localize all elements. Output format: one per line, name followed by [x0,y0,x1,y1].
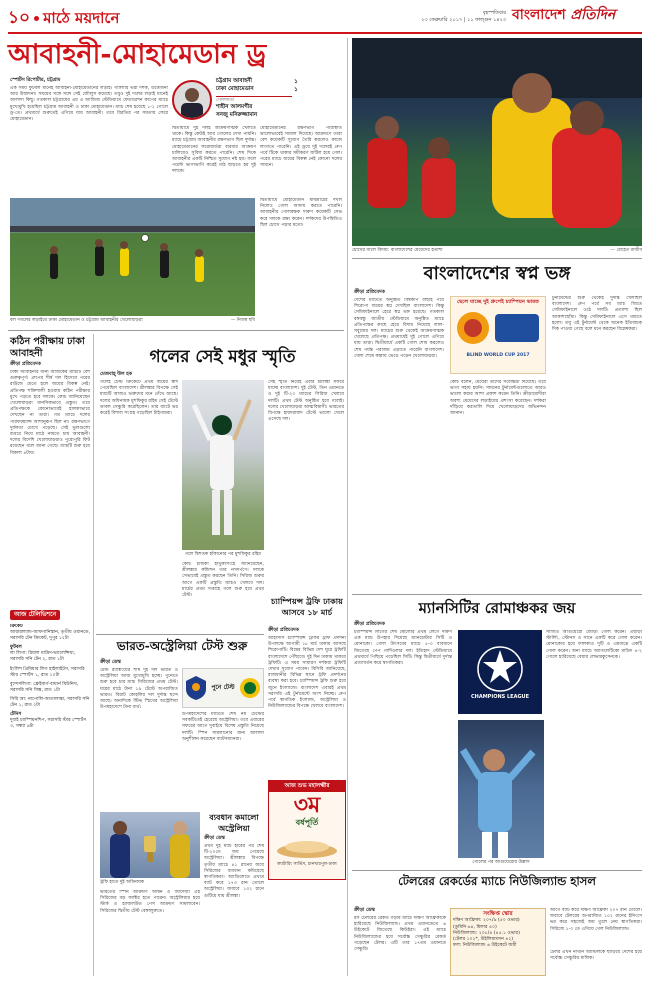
memory-photo [182,380,264,550]
scorer2: সনজু মনিরুজ্জামান [216,111,258,118]
hopes-body-1: দেশের মাটিতে অনুষ্ঠিত বিশ্বকাপ বাছাই পর্বে শিরোপা জয়ের স্বপ্ন দেখছিল বাংলাদেশ। কিন্তু সেমিফাইনালে হেরে স্বপ্ন ভঙ্গ হয়েছে। গতকাল বঙ্গবন্ধু জাতীয় স্টেডিয়ামে অনুষ্ঠিত ম্যাচে প্রতিপক্ষের কাছে হেরে বিদায় নিয়েছে লাল-সবুজের দল। ম্যাচের শুরু থেকেই আক্রমণাত্মক খেলেছে প্রতিপক্ষ। প্রথমার্ধেই দুই গোলে এগিয়ে যায় তারা। দ্বিতীয়ার্ধে একটি গোল শোধ করলেও শেষ পর্যন্ত পরাজয় এড়াতে পারেনি বাংলাদেশ। খেলা শেষে কান্নায় ভেঙে পড়েন খেলোয়াড়রা। [354,298,444,359]
ad-line3: বর্ষপূর্তি [295,818,319,828]
india-photo-caption: ট্রফি হাতে দুই অধিনায়ক [100,880,145,885]
memory-byline: মেজবাহ্ উল হক [100,372,133,377]
champions-league-logo [458,630,542,714]
score-line: নিউজিল্যান্ড: ২০৮/৪ (৪৫.১ ওভার) [453,930,520,936]
schedule-item: বুন্দেসলিগা: ফ্রেইবার্গ-বায়ার্ন মিউনিখ, সরাসরি সনি সিক্স, রাত ১টা [10,681,79,693]
india-divider [96,634,264,635]
score-line: ফল: নিউজিল্যান্ড ৬ উইকেটে জয়ী [453,943,517,949]
india-photo [100,812,200,878]
mancity-photo-caption: গোলের পর আগুয়েরোর উল্লাস [472,860,530,865]
bcci-logo-icon [185,675,207,701]
lead-photo [10,198,255,316]
lead-body-left: এক সময় ফুটবল মানেই আবাহনী-মোহামেডানের লড়াই। গ্যালারি ভরা দর্শক, উত্তেজনা আর উন্মাদনা। সময়ের সঙ্গে সঙ্গে সেই জৌলুস কমেছে। তবুও দুই দলের লড়াই মানেই আলাদা কিছু। গতকাল চট্টগ্রামের এম এ আজিজ স্টেডিয়ামে ফেডারেশন কাপের ম্যাচে মুখোমুখি হয়েছিল চট্টগ্রাম আবাহনী ও ঢাকা মোহামেডান। ম্যাচ শেষ হয়েছে ১-১ গোলে ড্র-তে। প্রথমার্ধে শুরুতেই এগিয়ে যায় আবাহনী। তবে বিরতির পর সমতায় ফেরে মোহামেডান। [10,86,168,123]
lead-photo-caption: বল দখলের লড়াইয়ে ঢাকা মোহামেডান ও চট্টগ্রাম আবাহনীর খেলোয়াড়রা [10,318,143,323]
india-byline: ক্রীড়া ডেস্ক [100,660,121,665]
india-body-1: টেস্ট র‍্যাঙ্কিংয়ের শীর্ষ দুই দল ভারত ও অস্ট্রেলিয়া আজ মুখোমুখি হচ্ছে। পুনেতে শুরু হবে চার ম্যাচ সিরিজের প্রথম টেস্ট। ঘরের মাঠে টানা ১৯ টেস্টে অপরাজিত ভারত। বিরাট কোহলির দল দুর্দান্ত ছন্দে আছে। অন্যদিকে স্টিভ স্মিথের অস্ট্রেলিয়া উপমহাদেশে টানা ব্যর্থ। [100,668,178,711]
scorer1: শাহীন আলমগীর [216,104,253,110]
mancity-headline: ম্যানসিটির রোমাঞ্চকর জয় [418,599,576,617]
brand-part-a: বাংলাদেশ [512,7,566,23]
date-full: ২৩ ফেব্রুয়ারি ২০১৭ | ১১ ফাল্গুন ১৪২৩ [421,17,506,23]
women-team-photo [352,38,642,246]
nz-score-lines [453,918,543,949]
section-name: মাঠে ময়দানে [43,8,120,27]
women-photo-credit: — রোহেত রাজীব [610,248,642,253]
scorers [216,104,292,119]
masthead-rule [8,32,642,34]
nz-headline: টেলরের রেকর্ডের ম্যাচে নিউজিল্যান্ড হাসল [398,874,596,888]
hopes-body-2: কোচ বলেন, মেয়েরা তাদের সর্বোচ্চটা দিয়েছে। তবে ভাগ্য সহায় হয়নি। সামনের টুর্নামেন্টগুলোতে আরও ভালো করার আশা প্রকাশ করেন তিনি। ক্রীড়ামোদীরা অবশ্য মেয়েদের লড়াইয়ের প্রশংসা করেছেন। দর্শকরা দাঁড়িয়ে করতালি দিয়ে খেলোয়াড়দের অভিনন্দন জানান। [450,380,546,417]
score-line: দক্ষিণ আফ্রিকা: ২০৭/৯ (৫০ ওভার) [453,918,520,924]
masthead-date [388,10,506,24]
nz-body-3: টেলর এখন নাথান অ্যাস্টলকে ছাড়িয়ে দেশের হয়ে সর্বোচ্চ সেঞ্চুরির মালিক। [550,950,642,962]
batsman-illustration [182,380,264,550]
player-icon [174,82,210,118]
aus-headline: ব্যবধান কমালো অস্ট্রেলিয়া [209,812,259,833]
team-logo [172,80,212,120]
hopes-logo-text: BLIND WORLD CUP 2017 [466,352,530,358]
ad-food-illustration [269,829,345,859]
india-logo-box [182,668,264,708]
hopes-headline: বাংলাদেশের স্বপ্ন ভঙ্গ [423,263,571,284]
ad-footer: ক্যাটারিং সার্ভিস, চানখারপুল-ঢাকা [277,861,337,867]
memory-photo-caption: গলে দ্বিশতক হাঁকানোর পর মুশফিকুর রহিম [185,552,261,557]
aus-body: প্রথম দুই ম্যাচ হারের পর শেষ টি-২০তে জয় পেয়েছে অস্ট্রেলিয়া। শ্রীলঙ্কার বিপক্ষে তৃতীয় ম্যাচে ৪১ রানের জয়ে সিরিজের ব্যবধান কমিয়েছে স্বাগতিকরা। অ্যাডিলেডে প্রথমে ব্যাট করে ১৭৩ রান তোলে অস্ট্রেলিয়া। জবাবে ১৩২ রানে গুটিয়ে যায় শ্রীলঙ্কা। [204,844,264,899]
nz-divider [352,870,642,871]
aus-byline: ক্রীড়া ডেস্ক [204,836,225,841]
page-number: ১০ [8,7,31,28]
bullet-icon [34,16,39,21]
lead-headline: আবাহনী-মোহামেডান ড্র [8,39,267,70]
score2: ১ [294,85,298,93]
date-day: বৃহস্পতিবার [482,10,506,16]
score-box [216,78,292,93]
sidebar-headline: কঠিন পরীক্ষায় ঢাকা আবাহনী [10,336,85,359]
score-line: (টেলর ১০২*, উইলিয়ামসন ৪২) [453,937,514,943]
hopes-body-3: টুর্নামেন্টের শুরু থেকেই দুর্দান্ত খেলছিল বাংলাদেশ। গ্রুপ পর্বে সব ম্যাচ জিতে সেমিফাইনালে ওঠে দলটি। প্রত্যাশা ছিল আকাশছোঁয়া। কিন্তু সেমিফাইনালে এসে থামতে হলো। তবু এই টুর্নামেন্ট থেকে অনেক ইতিবাচক দিক পাওয়া গেছে বলে মনে করছেন বিশ্লেষকরা। [552,296,642,333]
lead-body-mid: দ্বিতীয়ার্ধে দুই দলই আক্রমণাত্মক খেলতে থাকে। কিন্তু কেউই আর গোলের দেখা পায়নি। ম্যাচে চট্টগ্রাম আবাহনীর রক্ষণভাগ ছিল দুর্দান্ত। মোহামেডানের ফরোয়ার্ডরা বারবার আক্রমণ চালিয়েও সুবিধা করতে পারেনি। শেষ দিকে আবাহনীর একটি নিশ্চিত সুযোগ নষ্ট হয়। ফলে পয়েন্ট ভাগাভাগি করেই মাঠ ছাড়তে হয় দুই দলকে। [172,126,256,175]
cricket-australia-logo-icon [239,675,261,701]
masthead-left [8,6,208,30]
nz-byline: ক্রীড়া ডেস্ক [354,908,375,913]
india-logo-label: পুনে টেস্ট [211,683,235,691]
football-match-illustration [10,198,255,316]
captains-trophy-illustration [100,812,200,878]
mancity-divider [352,594,642,595]
nz-score-title: সংক্ষিপ্ত স্কোর [483,911,513,917]
memory-body-1: গলেই টেস্ট ক্রিকেটে প্রথম জয়ের স্বাদ পেয়েছিল বাংলাদেশ। শ্রীলঙ্কার বিপক্ষে সেই ম্যাচটি আজও ভক্তদের মনে গেঁথে আছে। দলের অধিনায়ক মুশফিকুর রহিম সেই টেস্টে ডাবল সেঞ্চুরি করেছিলেন। তার ব্যাটে ভর করেই বিশাল সংগ্রহ গড়েছিল টাইগাররা। [100,380,178,417]
sidebar-byline: ক্রীড়া প্রতিবেদক [10,362,41,367]
lead-divider [8,330,344,331]
tv-schedule-title: আজ টেলিভিশনে [10,610,60,620]
score-line: (ডুমিনি ৬৪, মিলার ৪০) [453,924,497,930]
mancity-body-1: চ্যাম্পিয়ন্স লিগের শেষ ষোলোর প্রথম লেগে দারুণ এক ম্যাচ উপহার দিয়েছে ম্যানচেস্টার সিটি ও মোনাকো। গোল উৎসবের ম্যাচে ৫-৩ ব্যবধানে জিতেছে পেপ গার্দিওলার দল। ইতিহাদ স্টেডিয়ামে প্রথমার্ধে পিছিয়ে পড়েছিল সিটি। কিন্তু দ্বিতীয়ার্ধে দুর্দান্ত প্রত্যাবর্তন করে স্বাগতিকরা। [354,630,452,667]
blind-worldcup-logo [450,296,546,374]
lead-body-right: মোহামেডানের রক্ষণভাগ পরিস্থিতি ভালোভাবেই সামাল দিয়েছে। আক্রমণে তারা বেশ কয়েকটি সুযোগ তৈরি করলেও কাজে লাগাতে পারেনি। এই ড্রয়ে দুই দলেরই গ্রুপ পর্বে টিকে থাকার সমীকরণ জটিল হয়ে গেল। পরের ম্যাচে জয়ের বিকল্প নেই কোনো দলের সামনে। [260,126,342,169]
champions-headline: চ্যাম্পিয়ন্স ট্রফি ঢাকায় আসবে ১৮ মার্চ [270,596,344,617]
champions-body: আইসিসি চ্যাম্পিয়ন্স ট্রফির ট্রফি প্রদর্শনী উপলক্ষে আগামী ১৮ মার্চ ঢাকায় আসছে শিরোপাটি। বিশ্বের বিভিন্ন দেশ ঘুরে ট্রফিটি বাংলাদেশে পৌঁছাবে। দুই দিন ঢাকায় থাকবে ট্রফিটি। এ সময় সাধারণ দর্শকরা ট্রফিটি দেখার সুযোগ পাবেন। বিসিবি জানিয়েছে, রাজধানীর বিভিন্ন স্থানে ট্রফি প্রদর্শনের ব্যবস্থা করা হবে। চ্যাম্পিয়ন্স ট্রফি শুরু হবে জুনে ইংল্যান্ডে। বাংলাদেশ এবারই প্রথম সরাসরি এই টুর্নামেন্টে অংশ নিচ্ছে। গ্রুপ পর্বে স্বাগতিক ইংল্যান্ড, অস্ট্রেলিয়া ও নিউজিল্যান্ডের বিপক্ষে খেলবে বাংলাদেশ। [268,636,346,710]
nz-body-1: রস টেলরের রেকর্ড গড়ার ম্যাচে দক্ষিণ আফ্রিকাকে হারিয়েছে নিউজিল্যান্ড। প্রথম ওয়ানডেতে ৬ উইকেটে জিতেছে কিউইরা। এই ম্যাচে নিউজিল্যান্ডের হয়ে সর্বোচ্চ সেঞ্চুরির রেকর্ড গড়েছেন টেলর। এটি তার ১৭তম ওয়ানডে সেঞ্চুরি। [354,916,446,953]
brand-part-b: প্রতিদিন [570,7,616,23]
tv-schedule-list [10,624,90,976]
lead-body-bottom: দ্বিতীয়ার্ধে মোহামেডান মাঝমাঠের দখল নিলেও গোল আদায় করতে পারেনি। আবাহনীর গোলরক্ষক দারুণ কয়েকটি সেভ করে দলকে রক্ষা করেন। দর্শকদের উপস্থিতিও ছিল চোখে পড়ার মতো। [260,198,342,228]
mancity-byline: ক্রীড়া প্রতিবেদক [354,622,385,627]
schedule-item: সিরি আ: নাপোলি-আতালান্তা, সরাসরি সনি টেন ১, রাত ২টা [10,696,90,709]
column-rule [93,334,94,976]
nz-scorecard [450,908,546,976]
sidebar-body: ঢাকা আবাহনীর জন্য আজকের ম্যাচটি বেশ গুরুত্বপূর্ণ। গ্রুপের শীর্ষ দল হিসেবে পরের রাউন্ডে যেতে হলে জয়ের বিকল্প নেই। প্রতিপক্ষ শক্তিশালী হওয়ায় কঠিন পরীক্ষার মুখে পড়তে হবে দলকে। কোচ জানিয়েছেন খেলোয়াড়রা মানসিকভাবে প্রস্তুত। তবে প্রতিপক্ষকে কোনোভাবেই হালকাভাবে দেখছেন না তারা। গত ম্যাচে দলের পারফরম্যান্স আশানুরূপ ছিল না। রক্ষণভাগে দুর্বলতা চোখে পড়েছে। সেই ভুলগুলো শুধরে নিয়ে মাঠে নামতে চায় আবাহনী। দলের বিদেশি খেলোয়াড়রাও পুরোপুরি ফিট রয়েছেন বলে জানা গেছে। ম্যাচটি শুরু হবে বিকাল ৪টায়। [10,370,90,456]
hopes-byline: ক্রীড়া প্রতিবেদক [354,290,385,295]
starball-icon [475,644,525,694]
players-crying-illustration [352,38,642,246]
score-team2: ঢাকা মোহামেডান [216,85,254,92]
scorer-title: গোলদাতা [216,98,235,103]
lead-photo-credit: — নিজস্ব ছবি [230,318,255,323]
memory-body-2: সেই স্মৃতি নিয়েই এবার শ্রীলঙ্কা সফরে যাচ্ছে বাংলাদেশ। দুই টেস্ট, তিন ওয়ানডে ও দুই টি-২০ ম্যাচের সিরিজ খেলবে দলটি। প্রথম টেস্ট অনুষ্ঠিত হবে গলেই। দলের খেলোয়াড়রা আত্মবিশ্বাসী। ভারতের বিপক্ষে হায়দরাবাদ টেস্টে ভালো খেলে এসেছে দল। [268,380,344,423]
hopes-divider [352,258,642,259]
score-divider [216,96,292,97]
champions-byline: ক্রীড়া প্রতিবেদক [268,628,299,633]
memory-headline: গলের সেই মধুর স্মৃতি [149,347,296,367]
score1: ১ [294,78,298,85]
advertisement [268,780,346,880]
score-team1: চট্টগ্রাম আবাহনী [216,78,252,84]
india-headline: ভারত-অস্ট্রেলিয়া টেস্ট শুরু [116,639,248,653]
worldcup-logo-icon [451,306,545,350]
india-body-3: ভারতের স্পিন আক্রমণ অশ্বিন ও জাদেজা এই সিরিজের বড় ফ্যাক্টর হতে পারেন। অস্ট্রেলিয়ার হয়ে স্টার্ক ও হ্যাজলউড পেস আক্রমণ সামলাবেন। সিরিজের দ্বিতীয় টেস্ট বেঙ্গালুরুতে। [100,890,200,914]
ad-line1: আজ শুভ মহালক্ষ্মীর [269,781,345,792]
schedule-item: ক্রিকেট আয়ারল্যান্ড-আফগানিস্তান, তৃতীয় ওয়ানডে, সরাসরি টেন ক্রিকেট, দুপুর ১২টা [10,624,90,642]
champions-league-label: CHAMPIONS LEAGUE [470,693,530,700]
schedule-item: ফুটবল লা লিগা: রিয়াল মাদ্রিদ-ভ্যালেন্সিয়া, সরাসরি সনি টেন ২, রাত ১টা [10,645,76,663]
aguero-celebration-illustration [458,720,544,858]
main-column-rule [347,38,348,976]
mancity-body-2: সার্জিও আগুয়েরো জোড়া গোল করেন। এছাড়া স্টার্লিং, স্টোনস ও সানে একটি করে গোল করেন। মোনাকোর হয়ে ফালকাও দুটি ও এমবাপ্পে একটি গোল করেন। অন্য ম্যাচে অ্যাতলেটিকো মাদ্রিদ ৪-২ গোলে হারিয়েছে বেয়ার লেভারকুসেনকে। [546,630,642,660]
nz-body-2: আগে ব্যাট করে দক্ষিণ আফ্রিকা ২০৭ রান তোলে। জবাবে টেলরের অপরাজিত ১০২ রানের ইনিংসে ভর করে সহজেই জয় তুলে নেয় স্বাগতিকরা। সিরিজে ১-০ তে এগিয়ে গেল নিউজিল্যান্ড। [550,908,642,932]
women-photo-caption: চোখের জলে বিদায়: বাংলাদেশের মেয়েদের হতাশা [352,248,443,253]
schedule-item: টেনিস দুবাই চ্যাম্পিয়নশিপ, সরাসরি স্টার স্পোর্টস ৩, সন্ধ্যা ৬টা [10,712,87,730]
memory-body-3: কোচ চন্ডিকা হাথুরুসিংহে জানিয়েছেন, শ্রীলঙ্কার কন্ডিশন তার নখদর্পণে। দলকে সেভাবেই প্রস্তুত করছেন তিনি। সিরিজ শুরুর আগে একটি প্রস্তুতি ম্যাচও খেলবে দল। মার্চের প্রথম সপ্তাহে গলে শুরু হবে প্রথম টেস্ট। [182,562,264,599]
score-values [294,78,308,93]
newspaper-brand [512,6,644,28]
mancity-photo [458,720,544,858]
india-body-2: উপমহাদেশের মাটিতে শেষ নয় টেস্টের সবকটিতেই হেরেছে অস্ট্রেলিয়া। তবে এবারের সফরের আগে দুবাইয়ে বিশেষ প্রস্তুতি নিয়েছে দলটি। স্পিন সামলানোর জন্য আলাদা অনুশীলন করেছেন ব্যাটসম্যানরা। [182,712,264,742]
schedule-item: ইংলিশ প্রিমিয়ার লিগ হাইলাইটস, সরাসরি স্টার স্পোর্টস ১, রাত ১০টা [10,666,85,678]
tv-schedule-header [10,610,90,620]
ad-line2: ৩ম [293,792,321,819]
lead-byline: স্পোর্টস রিপোর্টার, চট্টগ্রাম [10,78,61,83]
hopes-logo-title: ছেলে যাচ্ছে দুই গ্রুপেই চ্যাম্পিয়ন ভারত [457,299,539,305]
